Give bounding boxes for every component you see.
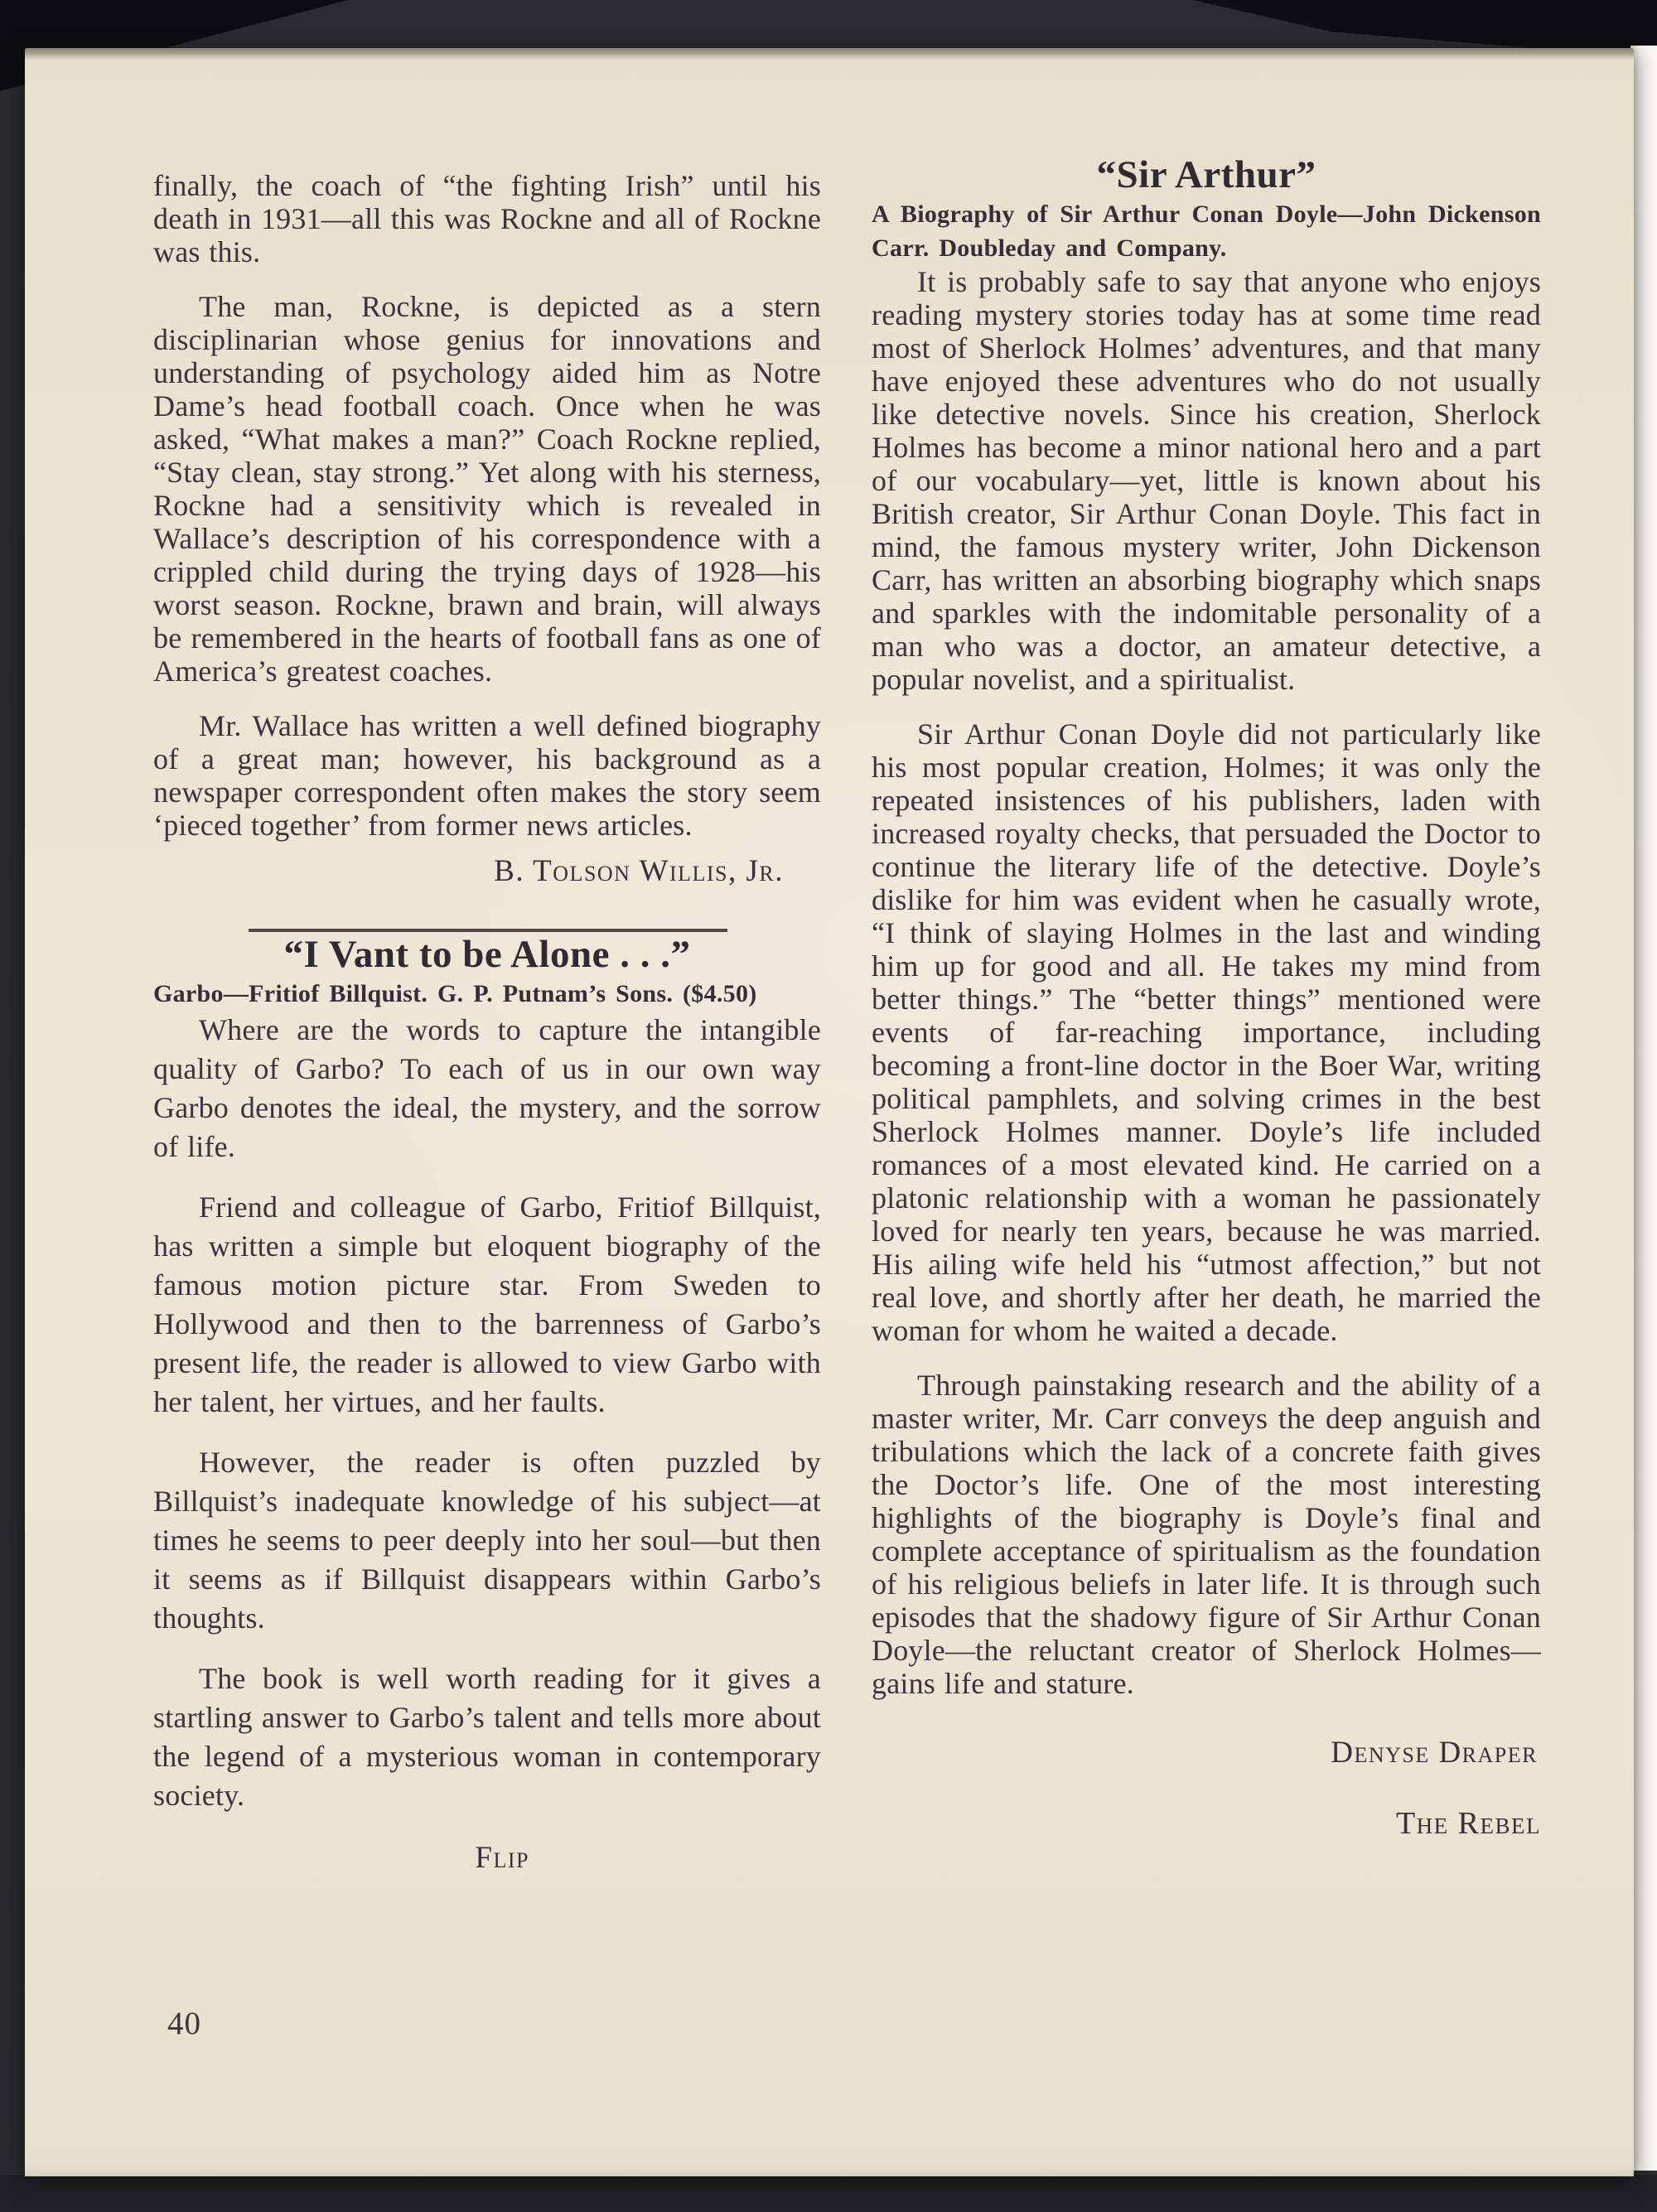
garbo-review-paragraph: Friend and colleague of Garbo, Fritiof Billquist, has written a simple but eloquent biography of the famous motion picture star. From Sweden to Hollywood and then to the barrenness of Garbo’s present life, the reader is allowed to view Garbo with her talent, her virtues, and her faults. <box>153 1191 821 1418</box>
rockne-review-paragraph: Mr. Wallace has written a well defined biography of a great man; however, his background as a newspaper correspondent often makes the story seem ‘pieced together’ from former news articles. <box>153 709 821 842</box>
reviewer-signature-flip: Flip <box>475 1841 529 1875</box>
garbo-review-byline: Garbo—Fritiof Billquist. G. P. Putnam’s Sons. ($4.50) <box>153 980 757 1007</box>
garbo-review-title: “I Vant to be Alone . . .” <box>283 933 691 976</box>
adjacent-page-edge <box>1630 46 1657 2171</box>
garbo-review-paragraph: The book is well worth reading for it gives a startling answer to Garbo’s talent and tells more about the legend of a mysterious woman in contemporary society. <box>153 1662 821 1812</box>
left-column <box>153 169 821 1876</box>
page-number: 40 <box>167 2006 201 2041</box>
garbo-review-paragraph: Where are the words to capture the intangible quality of Garbo? To each of us in our own way Garbo denotes the ideal, the mystery, and the sorrow of life. <box>153 1013 821 1163</box>
reviewer-signature-draper: Denyse Draper <box>1331 1736 1538 1770</box>
garbo-review-paragraph: However, the reader is often puzzled by Billquist’s inadequate knowledge of his subject—at times he seems to peer deeply into her soul—but then it seems as if Billquist disappears within Garbo’s thoughts. <box>153 1446 821 1635</box>
sir-arthur-review-title: “Sir Arthur” <box>1096 153 1316 196</box>
sir-arthur-review-paragraph: Through painstaking research and the ability of a master writer, Mr. Carr conveys the deep anguish and tribulations which the lack of a concrete faith gives the Doctor’s life. One of the most interesting highlights of the biography is Doyle’s final and complete acceptance of spiritualism as the foundation of his religious beliefs in later life. It is through such episodes that the shadowy figure of Sir Arthur Conan Doyle—the reluctant creator of Sherlock Holmes—gains life and stature. <box>872 1369 1541 1700</box>
garbo-review-section <box>153 932 821 1876</box>
rockne-review-paragraph: finally, the coach of “the fighting Irish” until his death in 1931—all this was Rockne and all of Rockne was this. <box>153 169 821 268</box>
scanner-bed-bottom <box>0 2175 1657 2212</box>
magazine-name: The Rebel <box>1395 1806 1541 1841</box>
right-column <box>872 152 1541 1842</box>
sir-arthur-review-byline: A Biography of Sir Arthur Conan Doyle—John Dickenson Carr. Doubleday and Company. <box>872 200 1541 262</box>
reviewer-signature-willis: B. Tolson Willis, Jr. <box>494 854 784 888</box>
magazine-page <box>25 48 1634 2176</box>
rockne-review-paragraph: The man, Rockne, is depicted as a stern disciplinarian whose genius for innovations and understanding of psychology aided him as Notre Dame’s head football coach. Once when he was asked, “What makes a man?” Coach Rockne replied, “Stay clean, stay strong.” Yet along with his sterness, Rockne had a sensitivity which is revealed in Wallace’s description of his correspondence with a crippled child during the trying days of 1928—his worst season. Rockne, brawn and brain, will always be remembered in the hearts of football fans as one of America’s greatest coaches. <box>153 290 821 688</box>
sir-arthur-review-paragraph: It is probably safe to say that anyone who enjoys reading mystery stories today has at some time read most of Sherlock Holmes’ adventures, and that many have enjoyed these adventures who do not usually like detective novels. Since his creation, Sherlock Holmes has become a minor national hero and a part of our vocabulary—yet, little is known about his British creator, Sir Arthur Conan Doyle. This fact in mind, the famous mystery writer, John Dickenson Carr, has written an absorbing biography which snaps and sparkles with the indomitable personality of a man who was a doctor, an amateur detective, a popular novelist, and a spiritualist. <box>872 265 1541 696</box>
sir-arthur-review-paragraph: Sir Arthur Conan Doyle did not particularly like his most popular creation, Holmes; it was only the repeated insistences of his publishers, laden with increased royalty checks, that persuaded the Doctor to continue the literary life of the detective. Doyle’s dislike for him was evident when he casually wrote, “I think of slaying Holmes in the last and winding him up for good and all. He takes my mind from better things.” The “better things” mentioned were events of far-reaching importance, including becoming a front-line doctor in the Boer War, writing political pamphlets, and solving crimes in the best Sherlock Holmes manner. Doyle’s life included romances of a most elevated kind. He carried on a platonic relationship with a woman he passionately loved for nearly ten years, because he was married. His ailing wife held his “utmost affection,” but not real love, and shortly after her death, he married the woman for whom he waited a decade. <box>872 717 1541 1347</box>
